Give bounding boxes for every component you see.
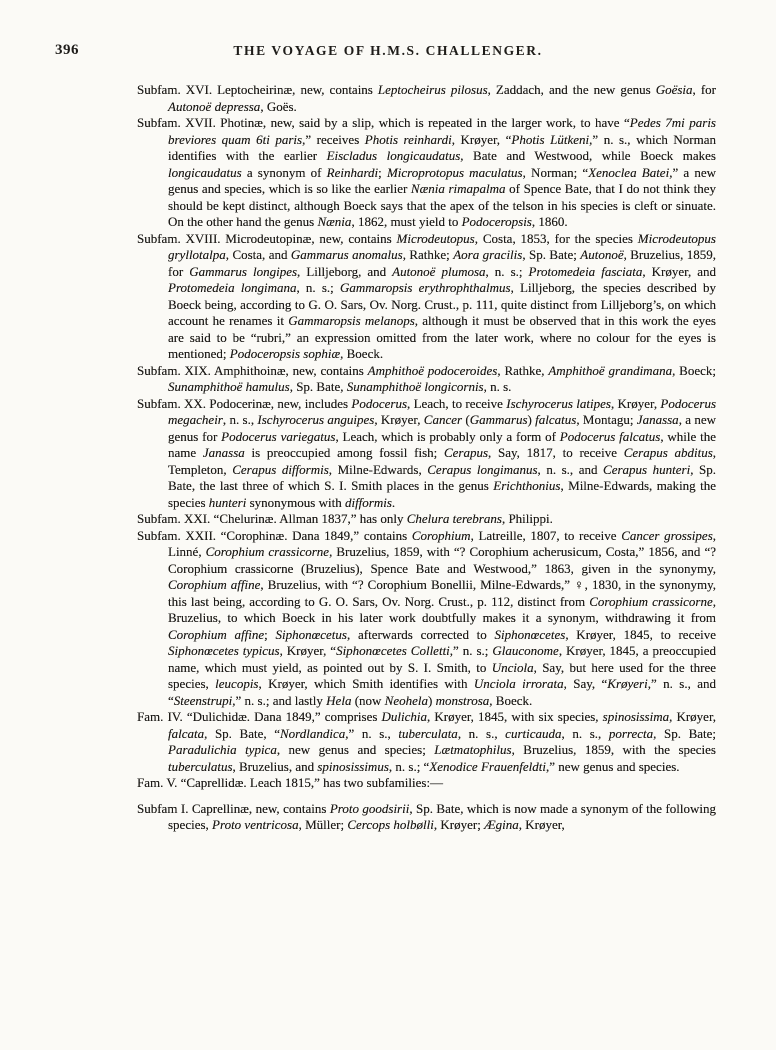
running-head — [0, 43, 776, 59]
paragraph-subfam-xix: Subfam. XIX. Amphithoinæ, new, contains Amphithoë podoceroides, Rathke, Amphithoë grandimana, Boeck; Sunamphithoë hamulus, Sp. Bate, Sunamphithoë longicornis, n. s. — [137, 362, 716, 394]
paragraph-subfam-xxii: Subfam. XXII. “Corophinæ. Dana 1849,” contains Corophium, Latreille, 1807, to receive Cancer grossipes, Linné, Corophium crassicorne, Bruzelius, 1859, with “? Corophium acherusicum, Costa,” 1856, and “? Corophium crassicorne (Bruzelius), Spence Bate and Westwood,” 1863, given in the synonymy, Corophium affine, Bruzelius, with “? Corophium Bonellii, Milne-Edwards,” ♀, 1830, in the synonymy, this last being, according to G. O. Sars, Ov. Norg. Crust., p. 112, distinct from Corophium crassicorne, Bruzelius, to which Boeck in his later work doubtfully makes it a synonym, withdrawing it from Corophium affine; Siphonœcetus, afterwards corrected to Siphonœcetes, Krøyer, 1845, to receive Siphonœcetes typicus, Krøyer, “Siphonœcetes Colletti,” n. s.; Glauconome, Krøyer, 1845, a preoccupied name, which must yield, as pointed out by S. I. Smith, to Unciola, Say, but here used for the three species, leucopis, Krøyer, which Smith identifies with Unciola irrorata, Say, “Krøyeri,” n. s., and “Steenstrupi,” n. s.; and lastly Hela (now Neohela) monstrosa, Boeck. — [137, 527, 717, 708]
paragraph-subfam-xviii: Subfam. XVIII. Microdeutopinæ, new, contains Microdeutopus, Costa, 1853, for the species Microdeutopus gryllotalpa, Costa, and Gammarus anomalus, Rathke; Aora gracilis, Sp. Bate; Autonoë, Bruzelius, 1859, for Gammarus longipes, Lilljeborg, and Autonoë plumosa, n. s.; Protomedeia fasciata, Krøyer, and Protomedeia longimana, n. s.; Gammaropsis erythrophthalmus, Lilljeborg, the species described by Boeck being, according to G. O. Sars, Ov. Norg. Crust., p. 111, quite distinct from Lilljeborg’s, on which account he renames it Gammaropsis melanops, although it must be observed that in this work the eyes are said to be “rubri,” an expression omitted from the later work, where no colour for the eyes is mentioned; Podoceropsis sophiæ, Boeck. — [137, 230, 716, 361]
paragraph-fam-v: Fam. V. “Caprellidæ. Leach 1815,” has two subfamilies:— — [137, 775, 444, 790]
paragraph-subfam-xx: Subfam. XX. Podocerinæ, new, includes Podocerus, Leach, to receive Ischyrocerus latipes, Krøyer, Podocerus megacheir, n. s., Ischyrocerus anguipes, Krøyer, Cancer (Gammarus) falcatus, Montagu; Janassa, a new genus for Podocerus variegatus, Leach, which is probably only a form of Podocerus falcatus, while the name Janassa is preoccupied among fossil fish; Cerapus, Say, 1817, to receive Cerapus abditus, Templeton, Cerapus difformis, Milne-Edwards, Cerapus longimanus, n. s., and Cerapus hunteri, Sp. Bate, the last three of which S. I. Smith places in the genus Erichthonius, Milne-Edwards, making the species hunteri synonymous with difformis. — [137, 395, 717, 510]
paragraph-subfam-xvii: Subfam. XVII. Photinæ, new, said by a slip, which is repeated in the larger work, to have “Pedes 7mi paris breviores quam 6ti paris,” receives Photis reinhardi, Krøyer, “Photis Lütkeni,” n. s., which Norman identifies with the earlier Eiscladus longicaudatus, Bate and Westwood, while Boeck makes longicaudatus a synonym of Reinhardi; Microprotopus maculatus, Norman; “Xenoclea Batei,” a new genus and species, which is so like the earlier Nænia rimapalma of Spence Bate, that I do not think they should be kept distinct, although Boeck says that the apex of the telson in his species is cleft or sinuate. On the other hand the genus Nænia, 1862, must yield to Podoceropsis, 1860. — [137, 115, 717, 229]
paragraph-subfam-xvi: Subfam. XVI. Leptocheirinæ, new, contains Leptocheirus pilosus, Zaddach, and the new genus Goësia, for Autonoë depressa, Goës. — [137, 82, 716, 114]
page-number: 396 — [55, 42, 79, 58]
paragraph-subfam-i-caprellinae: Subfam I. Caprellinæ, new, contains Proto goodsirii, Sp. Bate, which is now made a synonym of the following species, Proto ventricosa, Müller; Cercops holbølli, Krøyer; Ægina, Krøyer, — [137, 800, 716, 832]
page-header-title: THE VOYAGE OF H.M.S. CHALLENGER. — [233, 43, 543, 58]
paragraph-subfam-xxi: Subfam. XXI. “Chelurinæ. Allman 1837,” has only Chelura terebrans, Philippi. — [137, 511, 553, 526]
page-body — [137, 82, 716, 834]
paragraph-fam-iv: Fam. IV. “Dulichidæ. Dana 1849,” comprises Dulichia, Krøyer, 1845, with six species, spinosissima, Krøyer, falcata, Sp. Bate, “Nordlandica,” n. s., tuberculata, n. s., curticauda, n. s., porrecta, Sp. Bate; Paradulichia typica, new genus and species; Lætmatophilus, Bruzelius, 1859, with the species tuberculatus, Bruzelius, and spinosissimus, n. s.; “Xenodice Frauenfeldti,” new genus and species. — [137, 709, 717, 774]
